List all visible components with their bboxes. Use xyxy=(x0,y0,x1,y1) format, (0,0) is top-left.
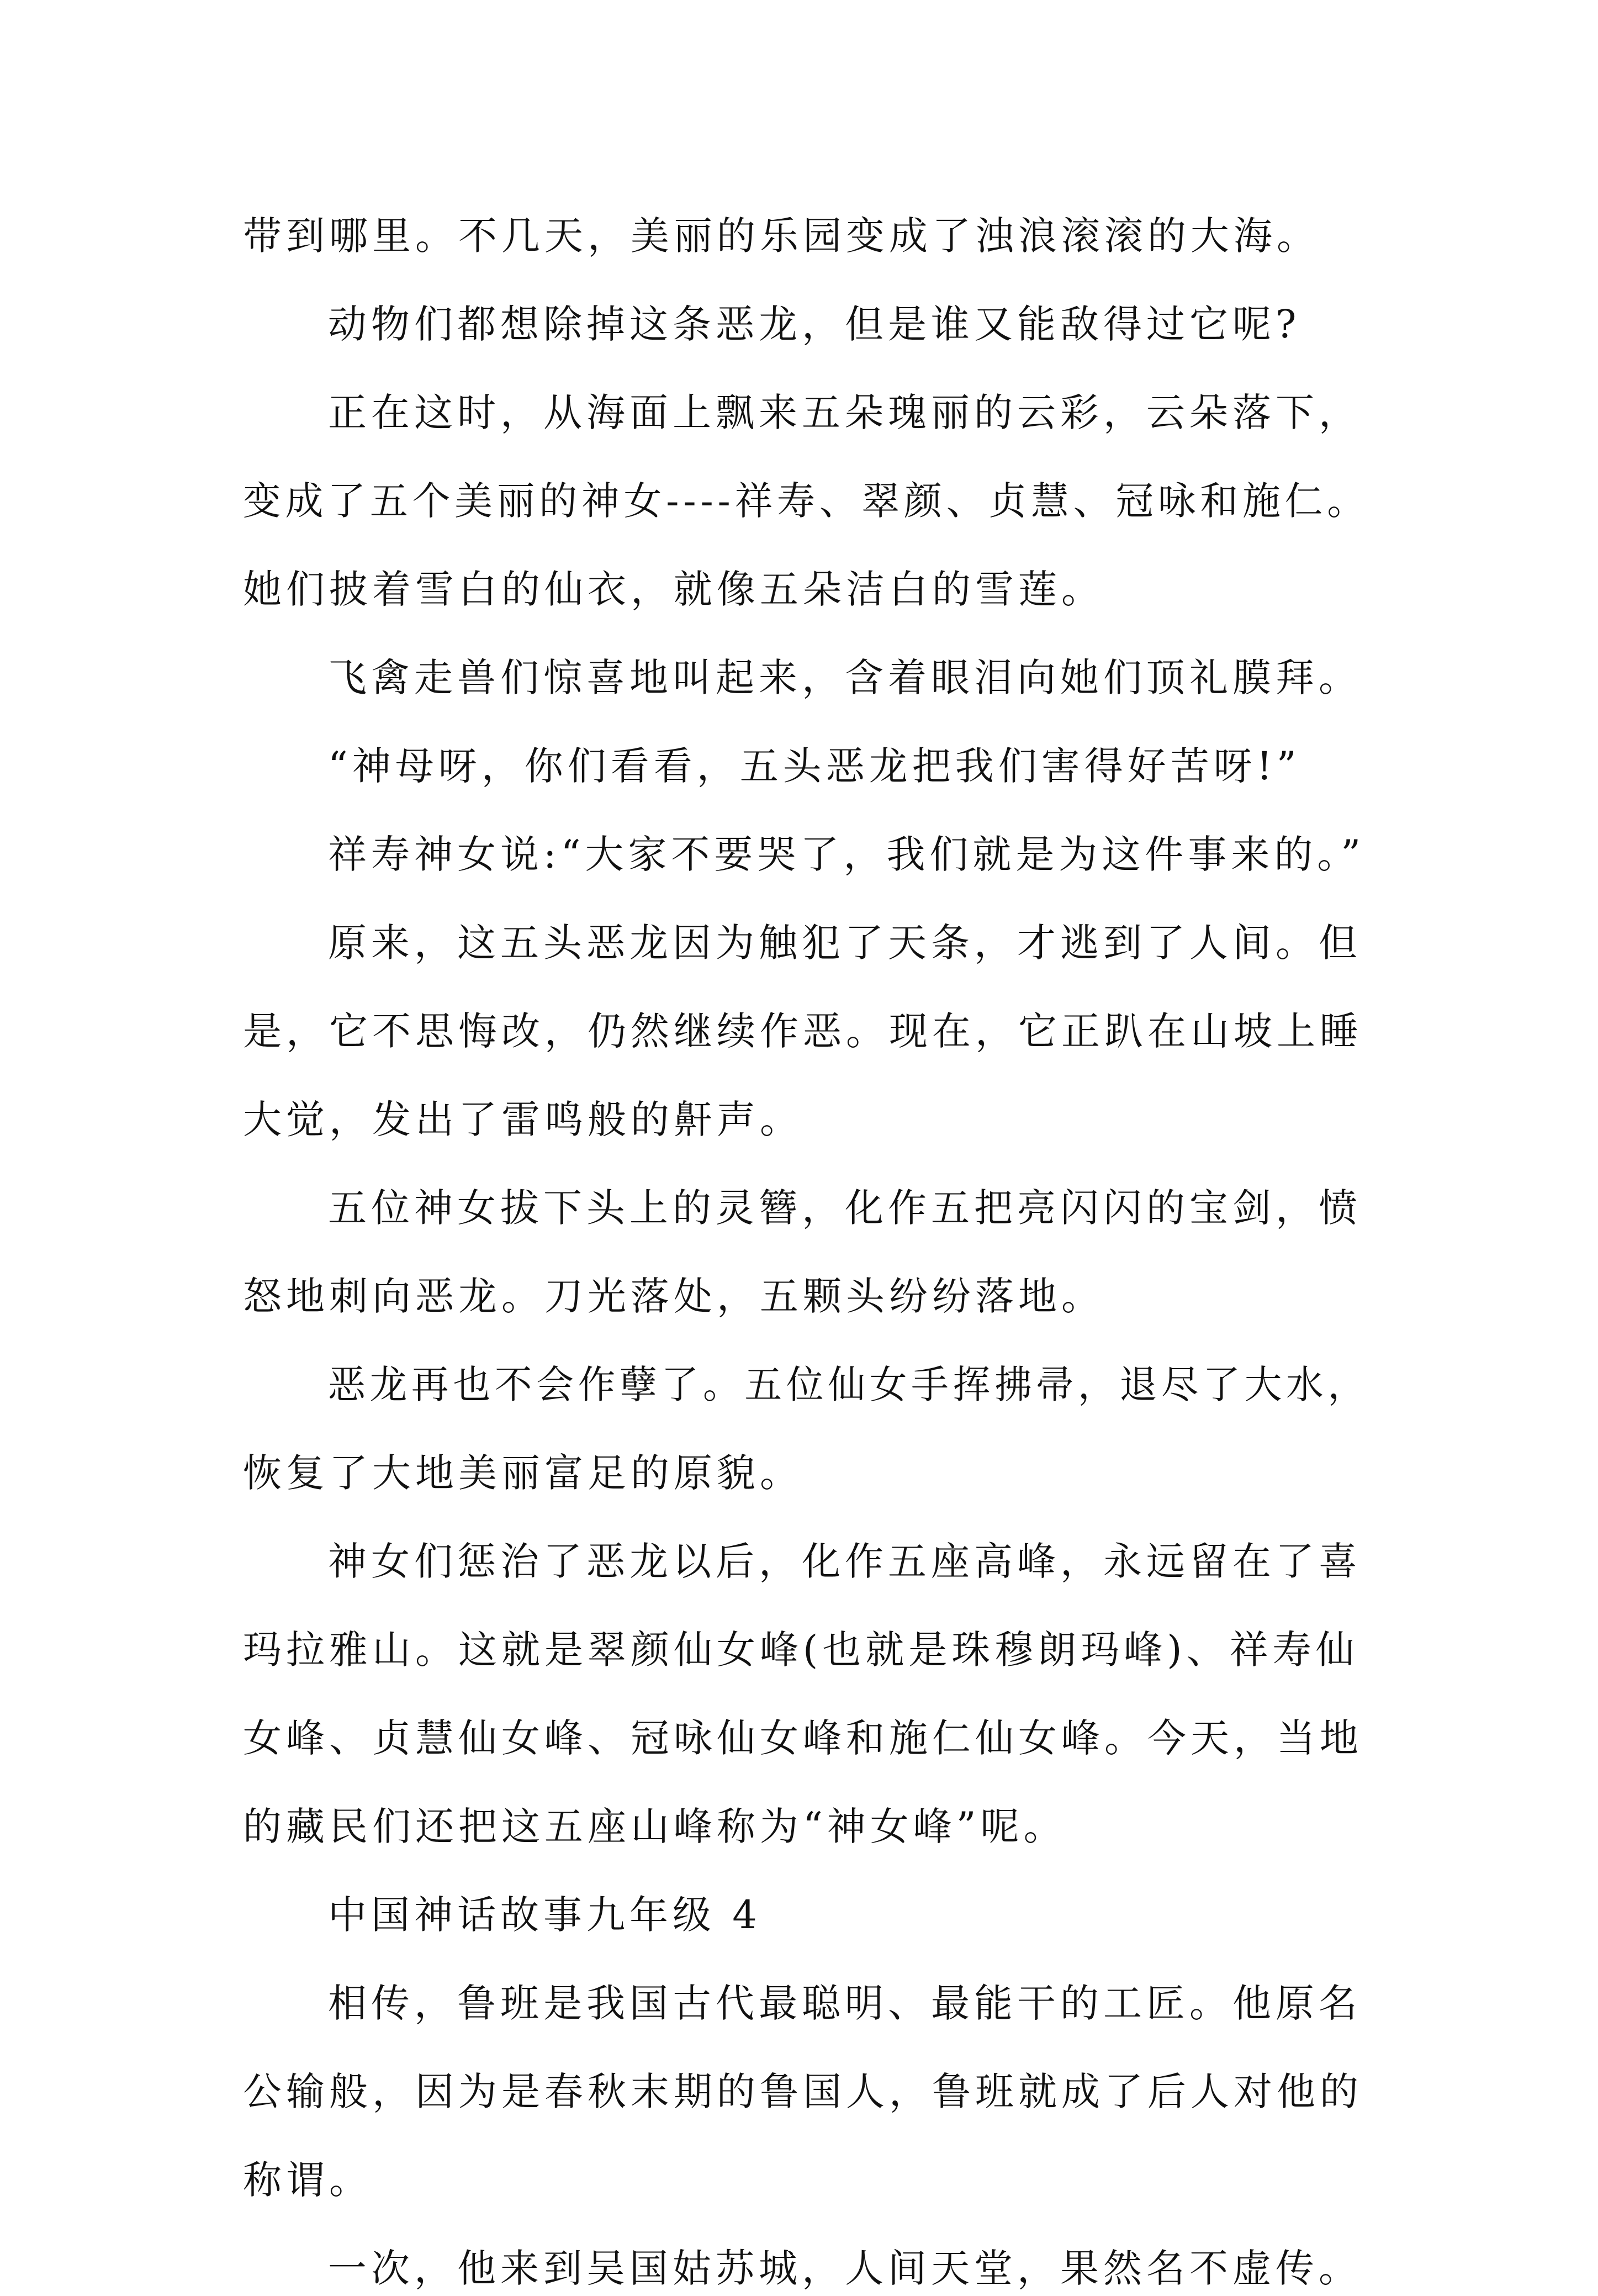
line-text: 祥寿神女说:“大家不要哭了，我们就是为这件事来的。” xyxy=(328,832,1366,877)
text-line xyxy=(328,385,1362,440)
line-text: 的藏民们还把这五座山峰称为“神女峰”呢。 xyxy=(243,1804,1067,1849)
line-text: 正在这时，从海面上飘来五朵瑰丽的云彩，云朵落下， xyxy=(328,390,1362,435)
line-text: 是，它不思悔改，仍然继续作恶。现在，它正趴在山坡上睡 xyxy=(243,1009,1363,1054)
text-line xyxy=(243,1004,1363,1059)
line-text: 公输般，因为是春秋末期的鲁国人，鲁班就成了后人对他的 xyxy=(243,2069,1363,2114)
line-text: 一次，他来到吴国姑苏城，人间天堂，果然名不虚传。 xyxy=(328,2246,1362,2291)
text-line xyxy=(243,1622,1359,1677)
line-text: 恶龙再也不会作孽了。五位仙女手挥拂帚，退尽了大水， xyxy=(328,1362,1370,1407)
text-line xyxy=(328,1180,1362,1236)
line-text: 玛拉雅山。这就是翠颜仙女峰(也就是珠穆朗玛峰)、祥寿仙 xyxy=(243,1627,1359,1672)
text-line xyxy=(243,1445,803,1501)
line-text: 带到哪里。不几天，美丽的乐园变成了浊浪滚滚的大海。 xyxy=(243,213,1320,258)
text-line xyxy=(243,2064,1363,2119)
line-text: 原来，这五头恶龙因为触犯了天条，才逃到了人间。但 xyxy=(328,920,1362,965)
text-line xyxy=(243,1711,1363,1766)
text-line xyxy=(243,208,1320,263)
line-text: 动物们都想除掉这条恶龙，但是谁又能敌得过它呢? xyxy=(328,302,1301,347)
text-line xyxy=(328,297,1301,352)
line-text: 称谓。 xyxy=(243,2157,372,2203)
line-text: 恢复了大地美丽富足的原貌。 xyxy=(243,1450,803,1496)
section-heading xyxy=(328,1887,761,1943)
text-line xyxy=(328,915,1362,970)
line-text: 女峰、贞慧仙女峰、冠咏仙女峰和施仁仙女峰。今天，当地 xyxy=(243,1716,1363,1761)
text-line xyxy=(243,473,1390,529)
text-line xyxy=(328,1976,1362,2031)
text-line xyxy=(243,1799,1067,1854)
line-text: 五位神女拔下头上的灵簪，化作五把亮闪闪的宝剑，愤 xyxy=(328,1185,1362,1231)
line-text: 神女们惩治了恶龙以后，化作五座高峰，永远留在了喜 xyxy=(328,1539,1362,1584)
line-text: “神母呀，你们看看，五头恶龙把我们害得好苦呀!” xyxy=(328,743,1301,789)
line-text: 怒地刺向恶龙。刀光落处，五颗头纷纷落地。 xyxy=(243,1274,1104,1319)
line-text: 相传，鲁班是我国古代最聪明、最能干的工匠。他原名 xyxy=(328,1981,1362,2026)
text-line xyxy=(328,2241,1362,2296)
text-line xyxy=(243,1092,803,1147)
text-line xyxy=(328,738,1301,794)
text-line xyxy=(328,1357,1405,1412)
text-line xyxy=(328,1534,1362,1589)
line-text: 飞禽走兽们惊喜地叫起来，含着眼泪向她们顶礼膜拜。 xyxy=(328,655,1362,700)
line-text: 大觉，发出了雷鸣般的鼾声。 xyxy=(243,1097,803,1142)
line-text: 变成了五个美丽的神女----祥寿、翠颜、贞慧、冠咏和施仁。 xyxy=(243,478,1370,524)
line-text: 她们披着雪白的仙衣，就像五朵洁白的雪莲。 xyxy=(243,567,1104,612)
text-line xyxy=(328,650,1362,705)
text-line xyxy=(243,2152,372,2208)
text-line xyxy=(243,1269,1104,1324)
text-line xyxy=(243,562,1104,617)
heading-text: 中国神话故事九年级 4 xyxy=(328,1892,761,1938)
text-line xyxy=(328,827,1365,882)
